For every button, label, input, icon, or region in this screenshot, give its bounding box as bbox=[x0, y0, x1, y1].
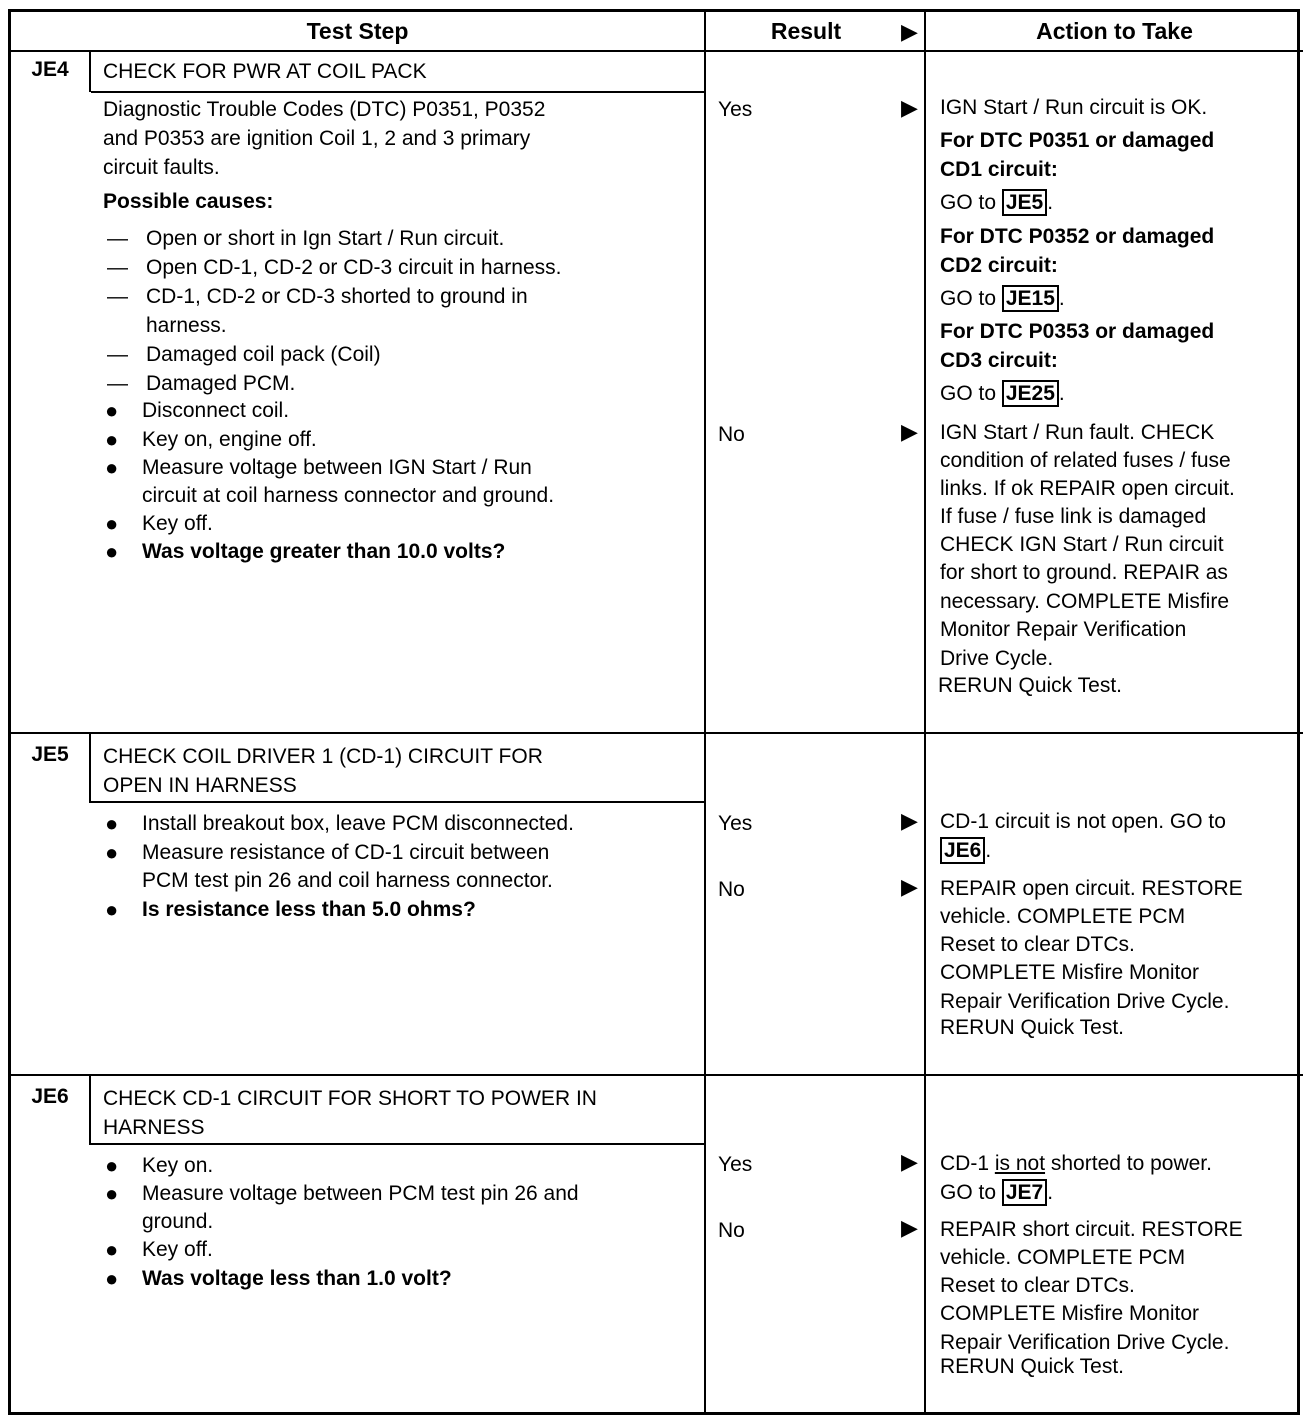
step-ref[interactable]: JE5 bbox=[1002, 189, 1047, 216]
row-divider bbox=[91, 801, 704, 803]
action-text: CD3 circuit: bbox=[940, 349, 1058, 372]
step-bullet: Disconnect coil. bbox=[142, 399, 290, 422]
action-text: CHECK IGN Start / Run circuit bbox=[940, 533, 1224, 556]
step-title: CHECK CD-1 CIRCUIT FOR SHORT TO POWER IN bbox=[103, 1087, 597, 1110]
step-desc: Diagnostic Trouble Codes (DTC) P0351, P0352 bbox=[103, 98, 546, 121]
header-result: Result bbox=[770, 18, 842, 44]
step-bullet: Measure resistance of CD-1 circuit between bbox=[142, 841, 550, 864]
column-divider bbox=[89, 50, 91, 92]
action-text: IGN Start / Run circuit is OK. bbox=[940, 96, 1208, 119]
action-text: COMPLETE Misfire Monitor bbox=[940, 961, 1200, 984]
dash-marker: — bbox=[107, 343, 128, 366]
arrow-icon: ▶ bbox=[901, 874, 918, 899]
action-text: GO to bbox=[940, 191, 997, 214]
go-to-je5[interactable]: GO to JE5 . bbox=[940, 191, 1054, 214]
result-yes: Yes bbox=[718, 98, 753, 121]
dash-marker: — bbox=[107, 285, 128, 308]
step-bullet: Key on. bbox=[142, 1154, 214, 1177]
cause-item: harness. bbox=[146, 314, 227, 337]
action-text: For DTC P0351 or damaged bbox=[940, 129, 1215, 152]
header-test-step: Test Step bbox=[306, 18, 409, 44]
action-text: RERUN Quick Test. bbox=[940, 1355, 1124, 1378]
step-id: JE6 bbox=[31, 1085, 69, 1108]
arrow-icon: ▶ bbox=[901, 1149, 918, 1174]
column-divider bbox=[704, 12, 706, 1412]
result-no: No bbox=[718, 1219, 745, 1242]
action-text bbox=[940, 1149, 1212, 1178]
action-text: GO to bbox=[940, 1181, 997, 1204]
step-ref[interactable]: JE25 bbox=[1002, 380, 1059, 407]
result-yes: Yes bbox=[718, 1153, 753, 1176]
arrow-icon: ▶ bbox=[901, 19, 918, 44]
arrow-icon: ▶ bbox=[901, 419, 918, 444]
dash-marker: — bbox=[107, 227, 128, 250]
bullet-icon: ● bbox=[105, 427, 119, 452]
step-desc: and P0353 are ignition Coil 1, 2 and 3 primary bbox=[103, 127, 531, 150]
step-bullet: circuit at coil harness connector and ground. bbox=[142, 484, 555, 507]
arrow-icon: ▶ bbox=[901, 95, 918, 120]
step-title: CHECK FOR PWR AT COIL PACK bbox=[103, 60, 427, 83]
row-divider bbox=[11, 1074, 1303, 1076]
emphasis-text: is not bbox=[994, 1152, 1046, 1175]
action-text: For DTC P0353 or damaged bbox=[940, 320, 1215, 343]
header-action: Action to Take bbox=[1036, 18, 1193, 44]
bullet-icon: ● bbox=[105, 1266, 119, 1291]
column-divider bbox=[89, 1075, 91, 1145]
step-bullet: Key on, engine off. bbox=[142, 428, 317, 451]
step-ref[interactable]: JE15 bbox=[1002, 285, 1059, 312]
step-title: CHECK COIL DRIVER 1 (CD-1) CIRCUIT FOR bbox=[103, 745, 543, 768]
action-text: For DTC P0352 or damaged bbox=[940, 225, 1215, 248]
action-text: GO to bbox=[940, 382, 997, 405]
step-ref[interactable]: JE6 bbox=[940, 837, 985, 864]
action-text: CD-1 bbox=[940, 1152, 995, 1175]
action-text: vehicle. COMPLETE PCM bbox=[940, 905, 1186, 928]
arrow-icon: ▶ bbox=[901, 1215, 918, 1240]
row-divider bbox=[11, 50, 1303, 52]
bullet-icon: ● bbox=[105, 539, 119, 564]
action-text: RERUN Quick Test. bbox=[940, 1016, 1124, 1039]
action-text: CD-1 circuit is not open. GO to bbox=[940, 810, 1226, 833]
step-title: OPEN IN HARNESS bbox=[103, 774, 297, 797]
bullet-icon: ● bbox=[105, 811, 119, 836]
result-yes: Yes bbox=[718, 812, 753, 835]
arrow-icon: ▶ bbox=[901, 808, 918, 833]
bullet-icon: ● bbox=[105, 1181, 119, 1206]
bullet-icon: ● bbox=[105, 455, 119, 480]
step-question: Was voltage less than 1.0 volt? bbox=[142, 1267, 452, 1290]
bullet-icon: ● bbox=[105, 840, 119, 865]
step-question: Was voltage greater than 10.0 volts? bbox=[142, 540, 506, 563]
action-text: Repair Verification Drive Cycle. bbox=[940, 1331, 1230, 1354]
bullet-icon: ● bbox=[105, 1153, 119, 1178]
action-text: RERUN Quick Test. bbox=[938, 674, 1122, 697]
bullet-icon: ● bbox=[105, 1237, 119, 1262]
action-text: If fuse / fuse link is damaged bbox=[940, 505, 1207, 528]
step-question: Is resistance less than 5.0 ohms? bbox=[142, 898, 476, 921]
go-to-je7[interactable]: GO to JE7 . bbox=[940, 1181, 1054, 1204]
bullet-icon: ● bbox=[105, 897, 119, 922]
step-desc: circuit faults. bbox=[103, 156, 220, 179]
causes-label: Possible causes: bbox=[103, 190, 274, 213]
bullet-icon: ● bbox=[105, 398, 119, 423]
column-divider bbox=[89, 733, 91, 803]
go-to-je6[interactable]: JE6 . bbox=[940, 836, 991, 865]
bullet-icon: ● bbox=[105, 511, 119, 536]
step-bullet: PCM test pin 26 and coil harness connector. bbox=[142, 869, 553, 892]
action-text: necessary. COMPLETE Misfire bbox=[940, 590, 1230, 613]
step-ref[interactable]: JE7 bbox=[1002, 1179, 1047, 1206]
cause-item: CD-1, CD-2 or CD-3 shorted to ground in bbox=[146, 285, 528, 308]
action-text: COMPLETE Misfire Monitor bbox=[940, 1302, 1200, 1325]
cause-item: Damaged PCM. bbox=[146, 372, 296, 395]
action-text: Monitor Repair Verification bbox=[940, 618, 1187, 641]
step-title: HARNESS bbox=[103, 1116, 205, 1139]
step-bullet: Measure voltage between PCM test pin 26 and bbox=[142, 1182, 579, 1205]
action-text: REPAIR open circuit. RESTORE bbox=[940, 877, 1243, 900]
dash-marker: — bbox=[107, 372, 128, 395]
go-to-je15[interactable]: GO to JE15 . bbox=[940, 287, 1065, 310]
cause-item: Open or short in Ign Start / Run circuit. bbox=[146, 227, 505, 250]
diagnostic-table bbox=[8, 9, 1300, 1415]
row-divider bbox=[91, 1143, 704, 1145]
cause-item: Damaged coil pack (Coil) bbox=[146, 343, 381, 366]
action-text: REPAIR short circuit. RESTORE bbox=[940, 1218, 1243, 1241]
result-no: No bbox=[718, 878, 745, 901]
action-text: GO to bbox=[940, 287, 997, 310]
action-text: for short to ground. REPAIR as bbox=[940, 561, 1228, 584]
action-text: vehicle. COMPLETE PCM bbox=[940, 1246, 1186, 1269]
action-text: links. If ok REPAIR open circuit. bbox=[940, 477, 1235, 500]
step-id: JE5 bbox=[31, 743, 69, 766]
cause-item: Open CD-1, CD-2 or CD-3 circuit in harness. bbox=[146, 256, 562, 279]
dash-marker: — bbox=[107, 256, 128, 279]
action-text: condition of related fuses / fuse bbox=[940, 449, 1231, 472]
step-bullet: ground. bbox=[142, 1210, 214, 1233]
column-divider bbox=[924, 12, 926, 1412]
row-divider bbox=[11, 732, 1303, 734]
action-text: IGN Start / Run fault. CHECK bbox=[940, 421, 1215, 444]
step-bullet: Install breakout box, leave PCM disconnected. bbox=[142, 812, 574, 835]
row-divider bbox=[91, 91, 704, 93]
action-text: Reset to clear DTCs. bbox=[940, 1274, 1135, 1297]
action-text: shorted to power. bbox=[1045, 1152, 1212, 1175]
step-bullet: Key off. bbox=[142, 1238, 213, 1261]
action-text: Repair Verification Drive Cycle. bbox=[940, 990, 1230, 1013]
result-no: No bbox=[718, 423, 745, 446]
go-to-je25[interactable]: GO to JE25 . bbox=[940, 382, 1065, 405]
action-text: CD1 circuit: bbox=[940, 158, 1058, 181]
action-text: Drive Cycle. bbox=[940, 647, 1054, 670]
action-text: CD2 circuit: bbox=[940, 254, 1058, 277]
action-text: Reset to clear DTCs. bbox=[940, 933, 1135, 956]
step-bullet: Key off. bbox=[142, 512, 213, 535]
step-id: JE4 bbox=[31, 58, 69, 81]
step-bullet: Measure voltage between IGN Start / Run bbox=[142, 456, 532, 479]
